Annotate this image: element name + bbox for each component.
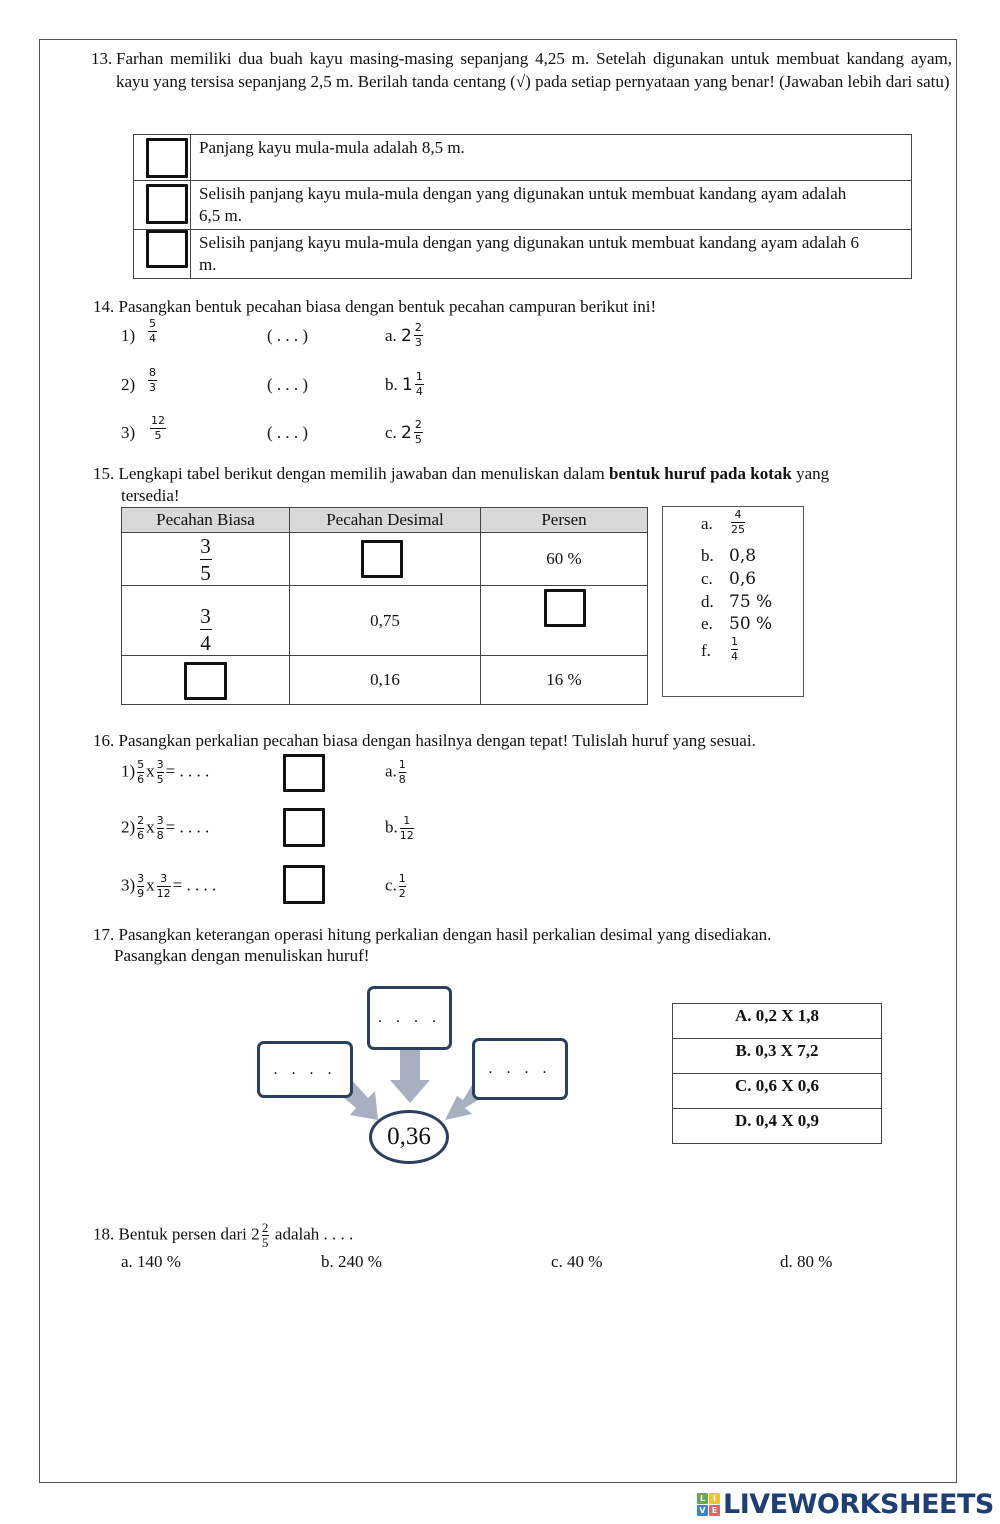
q14-question-text: 14. Pasangkan bentuk pecahan biasa dengan bentuk pecahan campuran berikut ini!	[93, 297, 657, 316]
q16-answer-box-2[interactable]	[283, 808, 325, 847]
q17-option-d: D. 0,4 X 0,9	[673, 1109, 882, 1144]
q15-option-f: f. $\frac{1}{4}$	[701, 634, 738, 663]
q14-item-label: 3)	[121, 423, 136, 442]
q14-item-label: 1)	[121, 326, 136, 345]
q15-answer-box-fraction[interactable]	[184, 662, 227, 700]
q14-answer-blank-1[interactable]: ( . . . )	[267, 326, 309, 345]
q15-cell-fraction	[122, 656, 290, 705]
q17-question-text-line2: Pasangkan dengan menuliskan huruf!	[114, 946, 370, 965]
q15-option-a: a. $\frac{4}{25}$	[701, 507, 745, 536]
q14-fraction: $\frac{8}{3}$	[149, 366, 156, 394]
q13-checkbox-cell	[134, 181, 191, 230]
q17-question-text: 17. Pasangkan keterangan operasi hitung perkalian dengan hasil perkalian desimal yang disediakan.	[93, 925, 772, 944]
q17-right-answer-box[interactable]: . . . .	[472, 1038, 568, 1100]
q16-expression-3: 3) $\frac{3}{9}$ x $\frac{3}{12}$ = . . . .	[121, 872, 217, 900]
liveworksheets-logo	[697, 1489, 994, 1520]
q14-option-c: c. 2 $\frac{2}{5}$	[385, 417, 422, 446]
q15-header-desimal: Pecahan Desimal	[290, 508, 481, 533]
q14-answer-blank-3[interactable]: ( . . . )	[267, 423, 309, 442]
q15-cell-percent: 60 %	[481, 533, 648, 586]
q17-options-table	[672, 1003, 882, 1144]
q15-answer-box-decimal[interactable]	[361, 540, 403, 578]
q18-choice-b[interactable]: b. 240 %	[321, 1252, 382, 1271]
q15-answer-box-percent[interactable]	[544, 589, 586, 627]
q13-checkbox-1[interactable]	[146, 138, 188, 178]
q15-cell-fraction: $\frac{3}{5}$	[122, 533, 290, 586]
q16-expression-1: 1) $\frac{5}{6}$ x $\frac{3}{5}$ = . . . .	[121, 758, 210, 786]
q16-option-c: c. $\frac{1}{2}$	[385, 872, 406, 900]
q15-options-panel	[662, 506, 804, 697]
q13-statement-1: Panjang kayu mula-mula adalah 8,5 m.	[191, 135, 912, 181]
q17-option-b: B. 0,3 X 7,2	[673, 1039, 882, 1074]
q17-option-a: A. 0,2 X 1,8	[673, 1004, 882, 1039]
q13-checkbox-3[interactable]	[146, 230, 188, 268]
q15-table	[121, 507, 648, 705]
q13-statement-table	[133, 134, 912, 279]
q14-item-label: 2)	[121, 375, 136, 394]
q14-option-a: a. 2 $\frac{2}{3}$	[385, 320, 422, 349]
q16-option-b: b. $\frac{1}{12}$	[385, 814, 414, 842]
q13-number: 13.	[91, 49, 113, 68]
q17-left-answer-box[interactable]: . . . .	[257, 1041, 353, 1098]
q16-answer-box-1[interactable]	[283, 754, 325, 792]
q15-question-text-line2: tersedia!	[121, 486, 180, 505]
q13-statement-2: Selisih panjang kayu mula-mula dengan yang digunakan untuk membuat kandang ayam adalah 6,5 m.	[191, 181, 912, 230]
q13-checkbox-2[interactable]	[146, 184, 188, 224]
q14-option-b: b. 1 $\frac{1}{4}$	[385, 369, 423, 398]
liveworksheets-logo-text: LIVEWORKSHEETS	[723, 1489, 994, 1520]
q15-cell-percent	[481, 586, 648, 656]
q16-expression-2: 2) $\frac{2}{6}$ x $\frac{3}{8}$ = . . . .	[121, 814, 210, 842]
q17-result-oval: 0,36	[369, 1110, 449, 1164]
q14-answer-blank-2[interactable]: ( . . . )	[267, 375, 309, 394]
liveworksheets-logo-icon: L I V E	[697, 1493, 720, 1516]
q14-fraction: $\frac{5}{4}$	[149, 317, 156, 345]
q15-cell-decimal: 0,75	[290, 586, 481, 656]
q15-cell-percent: 16 %	[481, 656, 648, 705]
q15-option-e: e. 50 %	[701, 614, 773, 634]
q18-choice-c[interactable]: c. 40 %	[551, 1252, 603, 1271]
q15-question-text: 15. Lengkapi tabel berikut dengan memilih jawaban dan menuliskan dalam bentuk huruf pada kotak yang	[93, 464, 830, 483]
q15-option-d: d. 75 %	[701, 592, 773, 612]
q15-cell-decimal: 0,16	[290, 656, 481, 705]
q15-cell-fraction: $\frac{3}{4}$	[122, 586, 290, 656]
q15-cell-decimal	[290, 533, 481, 586]
q18-choice-d[interactable]: d. 80 %	[780, 1252, 833, 1271]
q13-question-text: Farhan memiliki dua buah kayu masing-masing sepanjang 4,25 m. Setelah digunakan untuk membuat kandang ayam, kayu yang tersisa sepanjang 2,5 m. Berilah tanda centang (√) pada setiap pernyataan yang benar! (Jawaban lebih dari satu)	[116, 49, 952, 91]
q17-top-answer-box[interactable]: . . . .	[367, 986, 452, 1050]
q16-option-a: a. $\frac{1}{8}$	[385, 758, 406, 786]
q13-checkbox-cell	[134, 135, 191, 181]
q15-option-b: b. 0,8	[701, 546, 757, 566]
q13-checkbox-cell	[134, 230, 191, 279]
q16-question-text: 16. Pasangkan perkalian pecahan biasa dengan hasilnya dengan tepat! Tulislah huruf yang sesuai.	[93, 731, 756, 750]
q17-option-c: C. 0,6 X 0,6	[673, 1074, 882, 1109]
q14-fraction: $\frac{12}{5}$	[151, 414, 165, 442]
q15-option-c: c. 0,6	[701, 569, 757, 589]
q18-question-text: 18. Bentuk persen dari 2 $\frac{2}{5}$ adalah . . . .	[93, 1220, 354, 1250]
q18-choice-a[interactable]: a. 140 %	[121, 1252, 181, 1271]
q15-header-persen: Persen	[481, 508, 648, 533]
q15-header-biasa: Pecahan Biasa	[122, 508, 290, 533]
q13-statement-3: Selisih panjang kayu mula-mula dengan yang digunakan untuk membuat kandang ayam adalah 6 m.	[191, 230, 912, 279]
q16-answer-box-3[interactable]	[283, 865, 325, 904]
